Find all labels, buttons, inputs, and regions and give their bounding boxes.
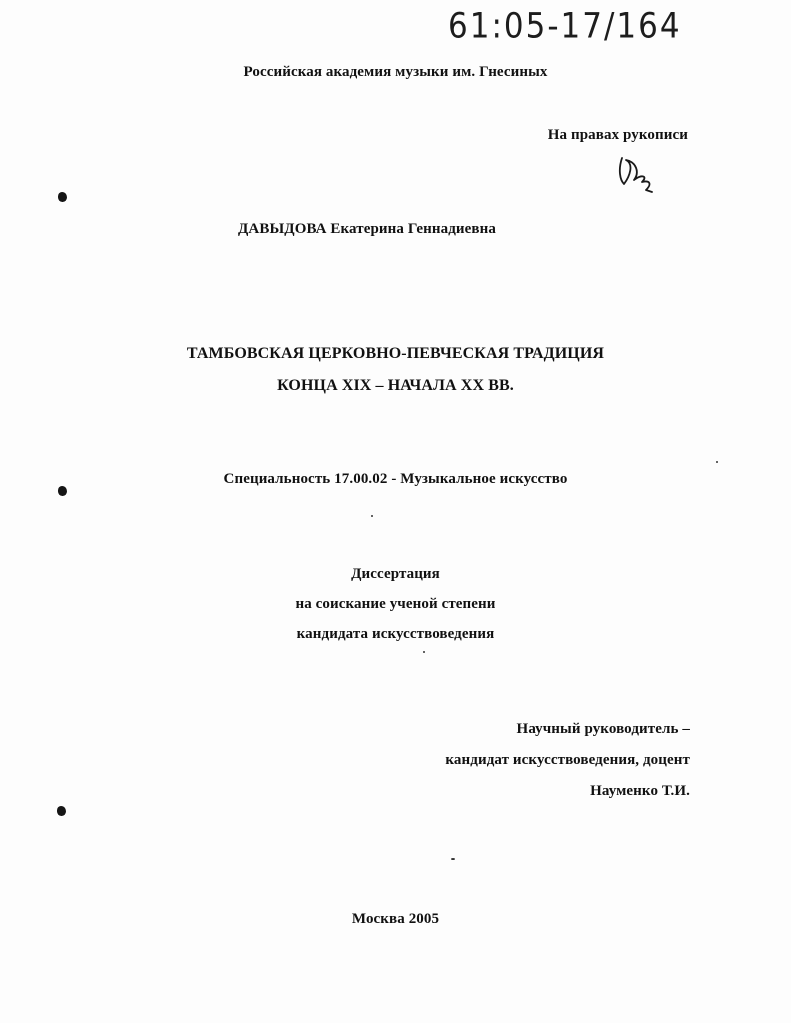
scan-punch-mark	[58, 486, 67, 496]
dissertation-title-line2: КОНЦА XIX – НАЧАЛА XX ВВ.	[277, 377, 514, 394]
supervisor-label: Научный руководитель –	[516, 721, 690, 737]
scan-speck	[423, 651, 425, 653]
manuscript-rights-note: На правах рукописи	[547, 127, 688, 143]
scan-punch-mark	[58, 192, 67, 202]
institution-name: Российская академия музыки им. Гнесиных	[243, 64, 548, 80]
supervisor-degree: кандидат искусствоведения, доцент	[445, 752, 690, 768]
degree-line1: Диссертация	[351, 566, 440, 582]
scan-punch-mark	[57, 806, 66, 816]
degree-line3: кандидата искусствоведения	[296, 626, 495, 642]
scan-speck	[371, 515, 373, 517]
scan-speck	[716, 461, 718, 463]
degree-line2: на соискание ученой степени	[295, 596, 496, 612]
author-name: ДАВЫДОВА Екатерина Геннадиевна	[238, 221, 496, 237]
supervisor-name: Науменко Т.И.	[590, 783, 690, 799]
signature-mark	[612, 150, 660, 198]
dissertation-title-line1: ТАМБОВСКАЯ ЦЕРКОВНО-ПЕВЧЕСКАЯ ТРАДИЦИЯ	[186, 345, 605, 362]
city-year: Москва 2005	[351, 911, 440, 927]
archive-number: 61:05-17/164	[448, 6, 682, 47]
scan-speck	[451, 858, 455, 860]
specialty: Специальность 17.00.02 - Музыкальное искусство	[223, 471, 568, 487]
